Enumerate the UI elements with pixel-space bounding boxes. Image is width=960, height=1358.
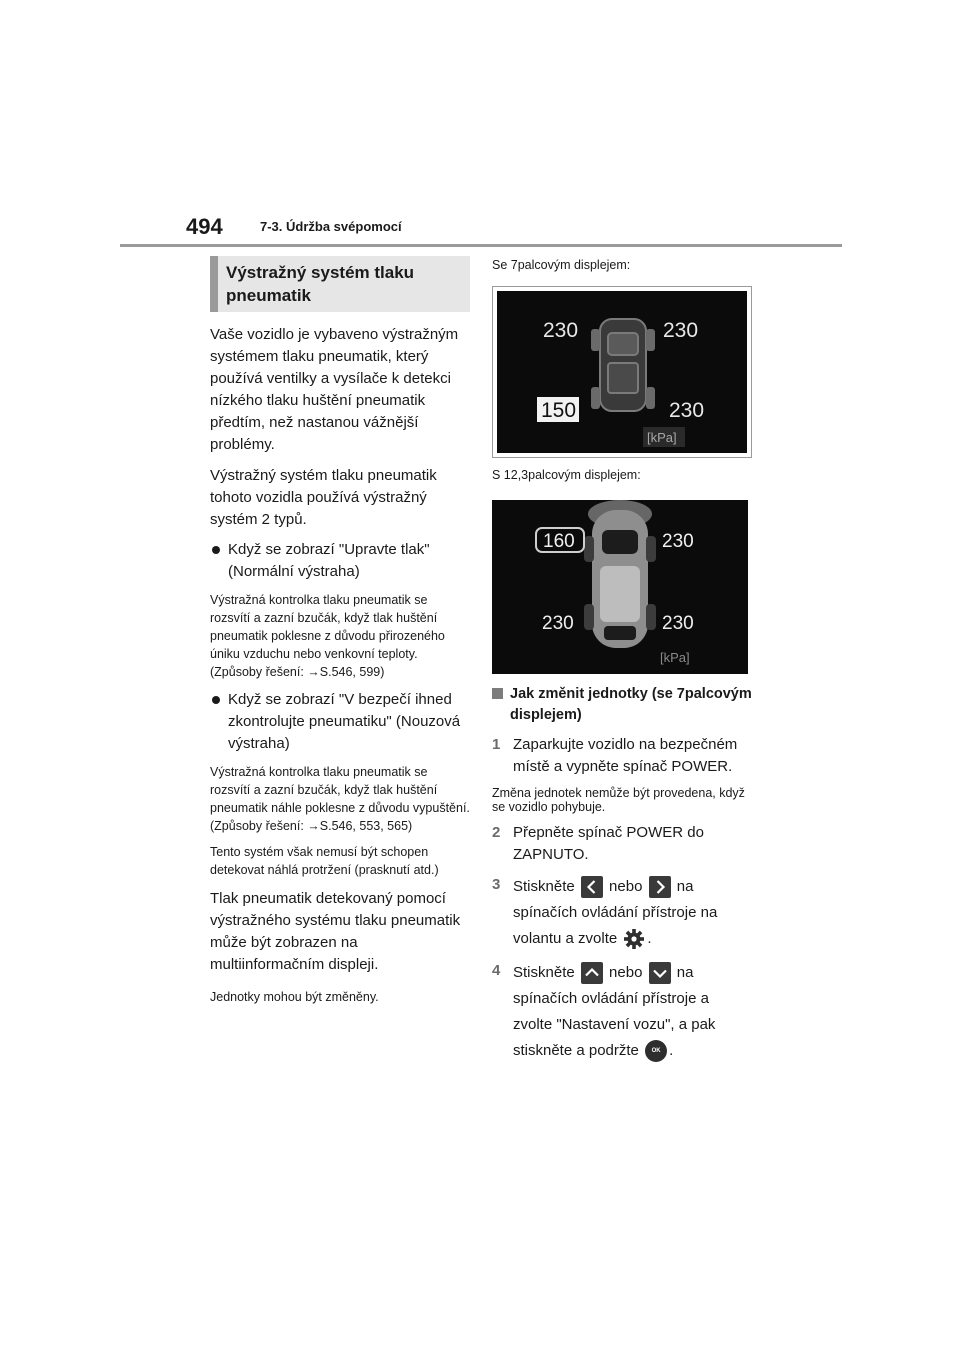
step-2-text: Přepněte spínač POWER do ZAPNUTO. (513, 824, 704, 863)
caption-7inch: Se 7palcovým displejem: (492, 258, 631, 272)
left-column (210, 256, 470, 1006)
pressure-front-left: 230 (543, 319, 579, 342)
step-4-text-a: Stiskněte (513, 964, 575, 981)
pressure-front-left-12: 160 (543, 531, 575, 552)
pressure-rear-right-12: 230 (662, 613, 694, 634)
step-4-text-d: . (669, 1042, 674, 1059)
normal-warning-text: Výstražná kontrolka tlaku pneumatik se rozsvítí a zazní bzučák, když tlak huštění pneumatik poklesne z důvodu přirozeného úniku vzduchu nebo venkovní teploty. (210, 593, 445, 661)
step-1-text: Zaparkujte vozidlo na bezpečném místě a vypněte spínač POWER. (513, 736, 738, 775)
chevron-left-icon (581, 876, 603, 898)
car-topview-icon (600, 319, 646, 411)
display-7inch (497, 291, 747, 453)
step-2 (492, 822, 752, 866)
section-heading (210, 256, 470, 312)
pressure-rear-right: 230 (669, 399, 705, 422)
ok-button-icon: OK (645, 1040, 667, 1062)
emergency-warning-text: Výstražná kontrolka tlaku pneumatik se rozsvítí a zazní bzučák, když tlak huštění pneumatik náhle poklesne z důvodu vypuštění. (210, 765, 470, 815)
display-paragraph: Tlak pneumatik detekovaný pomocí výstražného systému tlaku pneumatik může být zobrazen na multiinformačním displeji. (210, 890, 461, 973)
unit-label-12: [kPa] (660, 650, 690, 665)
step-4-text-c: na spínačích ovládání přístroje a zvolte "Nastavení vozu", a pak stiskněte a podržte (513, 964, 716, 1059)
normal-warning-ref: (Způsoby řešení: →S.546, 599) (210, 665, 385, 679)
step-3-text-b: nebo (609, 878, 643, 895)
step-2-number: 2 (492, 824, 501, 841)
tire-pressure-12inch-graphic (492, 500, 748, 674)
step-3-text-c: na spínačích ovládání přístroje na volantu a zvolte (513, 878, 718, 947)
step-3-text-d: . (647, 930, 652, 947)
subheading-change-units (492, 684, 752, 726)
bullet-normal-warning: Když se zobrazí "Upravte tlak" (Normální výstraha) (210, 539, 470, 583)
step-1-number: 1 (492, 736, 501, 753)
chevron-right-icon (649, 876, 671, 898)
display-12inch (492, 500, 748, 674)
subheading-change-units-text: Jak změnit jednotky (se 7palcovým displejem) (510, 686, 752, 723)
pressure-rear-left-12: 230 (542, 613, 574, 634)
step-4-text-b: nebo (609, 964, 643, 981)
pressure-rear-left: 150 (541, 399, 577, 422)
chevron-down-icon (649, 962, 671, 984)
types-paragraph: Výstražný systém tlaku pneumatik tohoto vozidla používá výstražný systém 2 typů. (210, 467, 437, 528)
pressure-front-right-12: 230 (662, 531, 694, 552)
caption-12inch: S 12,3palcovým displejem: (492, 468, 641, 482)
square-bullet-icon (492, 688, 503, 699)
step-3-number: 3 (492, 876, 501, 893)
chevron-up-icon (581, 962, 603, 984)
header-rule (120, 244, 842, 247)
units-note: Jednotky mohou být změněny. (210, 990, 379, 1004)
right-column (492, 256, 752, 1064)
intro-paragraph: Vaše vozidlo je vybaveno výstražným systémem tlaku pneumatik, který používá ventilky a vysílače k detekci nízkého tlaku huštění pneumatik předtím, než nastanou vážnější problémy. (210, 326, 459, 453)
section-heading-line2: pneumatik (226, 286, 312, 305)
step-4 (492, 960, 752, 1064)
step-1-note: Změna jednotek nemůže být provedena, když se vozidlo pohybuje. (492, 786, 745, 814)
pressure-front-right: 230 (663, 319, 699, 342)
step-3 (492, 874, 752, 952)
step-1 (492, 734, 752, 778)
emergency-warning-ref: (Způsoby řešení: →S.546, 553, 565) (210, 819, 413, 833)
system-note: Tento systém však nemusí být schopen detekovat náhlá protržení (prasknutí atd.) (210, 845, 439, 877)
tire-pressure-7inch-graphic (497, 291, 747, 453)
step-3-text-a: Stiskněte (513, 878, 575, 895)
section-heading-line1: Výstražný systém tlaku (226, 263, 415, 282)
display-7inch-frame (492, 286, 752, 458)
section-title: 7-3. Údržba svépomocí (260, 219, 402, 234)
page-number: 494 (186, 214, 223, 239)
gear-icon (623, 928, 645, 950)
unit-label: [kPa] (647, 430, 677, 445)
suv-topview-icon (588, 500, 652, 648)
step-4-number: 4 (492, 962, 501, 979)
bullet-emergency-warning: Když se zobrazí "V bezpečí ihned zkontrolujte pneumatiku" (Nouzová výstraha) (210, 689, 470, 755)
